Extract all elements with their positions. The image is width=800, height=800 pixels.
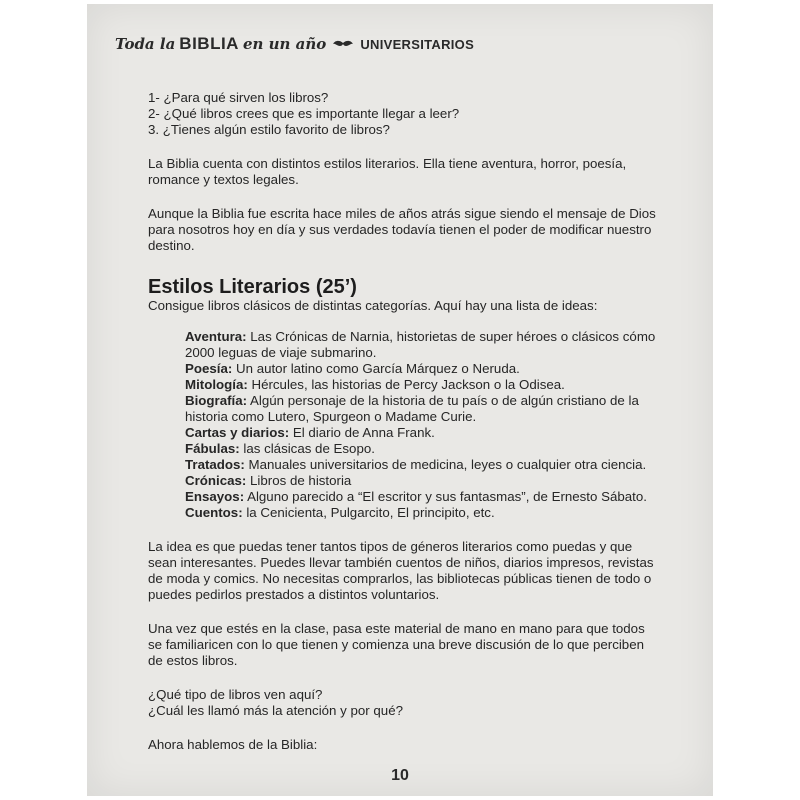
list-label: Cartas y diarios: xyxy=(185,425,290,440)
list-item xyxy=(185,505,658,521)
list-item xyxy=(185,361,658,377)
header-script-1: Toda la xyxy=(115,35,176,53)
closing-line: Ahora hablemos de la Biblia: xyxy=(148,737,318,752)
list-text: Las Crónicas de Narnia, historietas de super héroes o clásicos cómo 2000 leguas de viaje submarino. xyxy=(185,329,656,360)
page-content xyxy=(148,90,658,753)
question-3: 3. ¿Tienes algún estilo favorito de libros? xyxy=(148,122,390,137)
list-text: Libros de historia xyxy=(246,473,352,488)
paragraph-4: Una vez que estés en la clase, pasa este material de mano en mano para que todos se familiaricen con lo que tienen y comienza una breve discusión de lo que perciben de estos libros. xyxy=(148,621,645,668)
section-intro: Consigue libros clásicos de distintas categorías. Aquí hay una lista de ideas: xyxy=(148,298,598,313)
list-text: las clásicas de Esopo. xyxy=(239,441,375,456)
list-item xyxy=(185,473,658,489)
closing-question-2: ¿Cuál les llamó más la atención y por qué? xyxy=(148,703,403,718)
question-1: 1- ¿Para qué sirven los libros? xyxy=(148,90,329,105)
list-item xyxy=(185,425,658,441)
list-label: Aventura: xyxy=(185,329,247,344)
paragraph-1: La Biblia cuenta con distintos estilos literarios. Ella tiene aventura, horror, poesía, romance y textos legales. xyxy=(148,156,627,187)
list-item xyxy=(185,329,658,361)
list-label: Crónicas: xyxy=(185,473,247,488)
section-title: Estilos Literarios (25’) xyxy=(148,276,357,298)
list-label: Biografía: xyxy=(185,393,248,408)
header-script-2: en un año xyxy=(242,35,327,53)
list-item xyxy=(185,457,658,473)
list-item xyxy=(185,489,658,505)
list-label: Fábulas: xyxy=(185,441,240,456)
list-text: Alguno parecido a “El escritor y sus fantasmas”, de Ernesto Sábato. xyxy=(244,489,647,504)
question-2: 2- ¿Qué libros crees que es importante llegar a leer? xyxy=(148,106,460,121)
list-text: Hércules, las historias de Percy Jackson o la Odisea. xyxy=(247,377,565,392)
list-label: Cuentos: xyxy=(185,505,243,520)
list-text: la Cenicienta, Pulgarcito, El principito, etc. xyxy=(242,505,495,520)
mustache-icon xyxy=(332,37,354,52)
page-header xyxy=(115,34,474,54)
list-label: Poesía: xyxy=(185,361,233,376)
list-item xyxy=(185,393,658,425)
list-text: Un autor latino como García Márquez o Neruda. xyxy=(232,361,520,376)
list-item xyxy=(185,377,658,393)
header-section: UNIVERSITARIOS xyxy=(360,37,475,52)
page-number: 10 xyxy=(391,767,409,784)
list-text: Manuales universitarios de medicina, leyes o cualquier otra ciencia. xyxy=(244,457,647,472)
list-label: Mitología: xyxy=(185,377,248,392)
paragraph-3: La idea es que puedas tener tantos tipos de géneros literarios como puedas y que sean interesantes. Puedes llevar también cuentos de niños, diarios impresos, revistas de moda y comics. No necesitas comprarlos, las bibliotecas públicas tienen de todo o puedes pedirlos prestados a distintos voluntarios. xyxy=(148,539,654,602)
list-label: Tratados: xyxy=(185,457,245,472)
list-text: Algún personaje de la historia de tu país o de algún cristiano de la historia como Lutero, Spurgeon o Madame Curie. xyxy=(185,393,639,424)
closing-question-1: ¿Qué tipo de libros ven aquí? xyxy=(148,687,323,702)
list-label: Ensayos: xyxy=(185,489,245,504)
paragraph-2: Aunque la Biblia fue escrita hace miles de años atrás sigue siendo el mensaje de Dios para nosotros hoy en día y sus verdades todavía tienen el poder de modificar nuestro destino. xyxy=(148,206,656,253)
list-text: El diario de Anna Frank. xyxy=(289,425,435,440)
header-bold-biblia: BIBLIA xyxy=(179,34,239,53)
genre-list xyxy=(185,329,658,521)
document-page xyxy=(87,4,713,796)
list-item xyxy=(185,441,658,457)
